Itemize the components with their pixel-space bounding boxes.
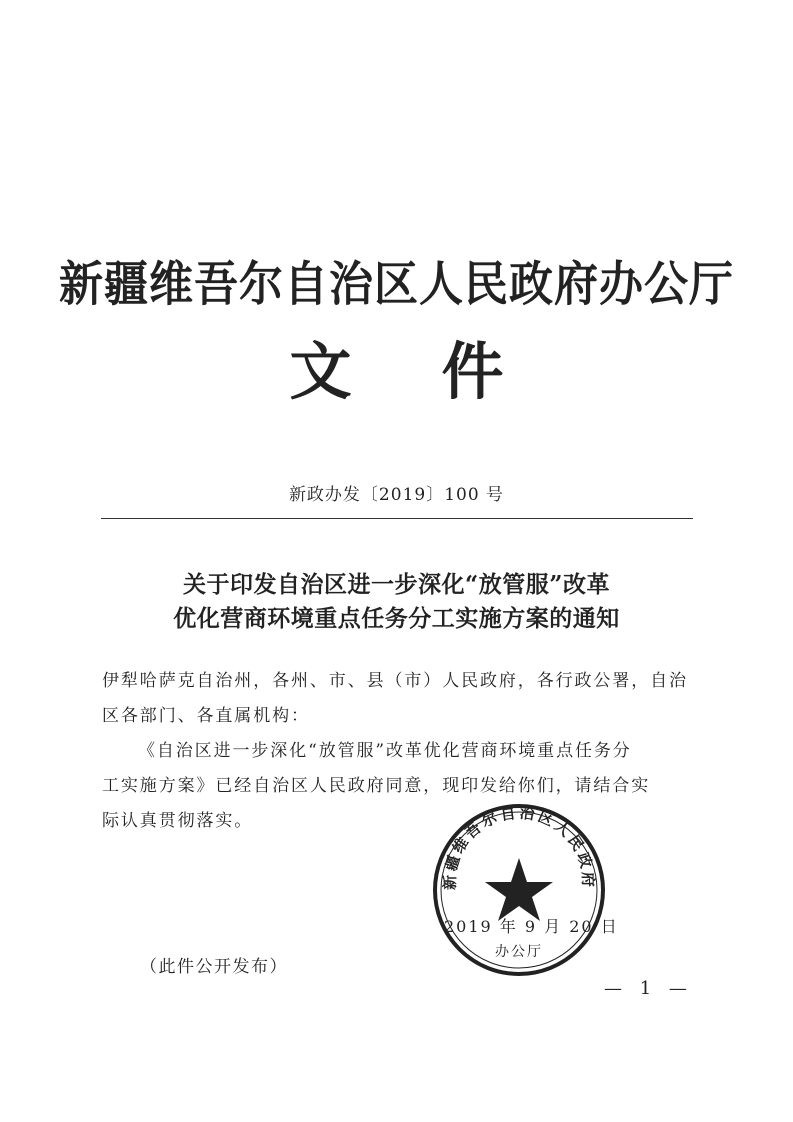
issue-date: 2019 年 9 月 20 日 bbox=[444, 917, 619, 936]
body-paragraph-line-2: 工实施方案》已经自治区人民政府同意，现印发给你们，请结合实 bbox=[102, 776, 651, 796]
header-divider bbox=[101, 518, 693, 519]
official-seal-icon bbox=[429, 800, 609, 980]
notice-title-line-1: 关于印发自治区进一步深化“放管服”改革 bbox=[183, 571, 610, 598]
public-release-note: （此件公开发布） bbox=[140, 957, 288, 977]
doc-type-char-2: 件 bbox=[441, 335, 504, 408]
seal-bottom-text: 办公厅 bbox=[495, 944, 543, 960]
seal-star-icon bbox=[485, 858, 553, 921]
doc-type-char-1: 文 bbox=[289, 335, 352, 408]
body-paragraph-line-3: 际认真贯彻落实。 bbox=[102, 811, 254, 831]
document-type bbox=[0, 322, 793, 411]
recipient-line-1: 伊犁哈萨克自治州，各州、市、县（市）人民政府，各行政公署，自治 bbox=[102, 671, 688, 691]
page-number: — 1 — bbox=[604, 978, 693, 999]
recipient-line-2: 区各部门、各直属机构： bbox=[102, 706, 310, 726]
document-number: 新政办发〔2019〕100 号 bbox=[288, 485, 505, 505]
notice-title-line-2: 优化营商环境重点任务分工实施方案的通知 bbox=[173, 605, 620, 632]
body-paragraph-line-1: 《自治区进一步深化“放管服”改革优化营商环境重点任务分 bbox=[138, 741, 632, 761]
seal-top-text: 新疆维吾尔自治区人民政府 bbox=[440, 803, 598, 891]
issuer-name: 新疆维吾尔自治区人民政府办公厅 bbox=[59, 257, 734, 313]
